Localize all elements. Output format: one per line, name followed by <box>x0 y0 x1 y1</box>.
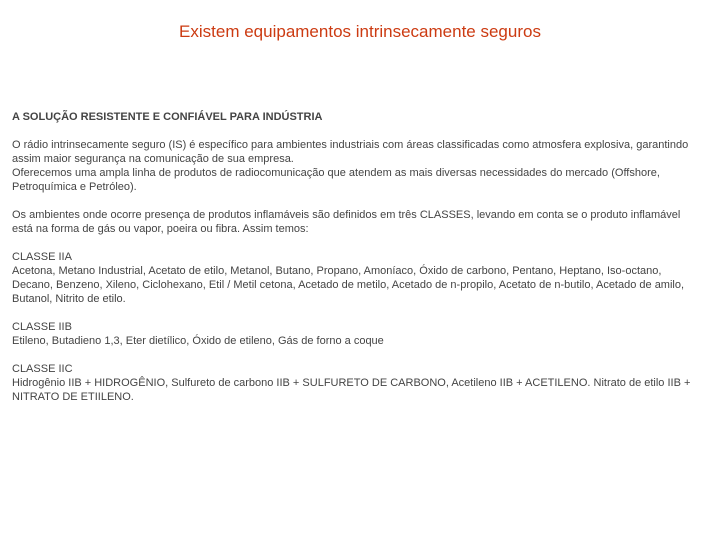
intro-paragraph <box>12 138 692 194</box>
class-name: CLASSE IIA <box>12 251 72 263</box>
section-heading: A SOLUÇÃO RESISTENTE E CONFIÁVEL PARA INDÚSTRIA <box>12 111 323 123</box>
class-name: CLASSE IIC <box>12 363 73 375</box>
class-block-iib <box>12 320 692 348</box>
intro-line: O rádio intrinsecamente seguro (IS) é específico para ambientes industriais com áreas classificadas como atmosfera explosiva, garantindo assim maior segurança na comunicação de sua empresa. <box>12 139 689 165</box>
class-items: Acetona, Metano Industrial, Acetato de etilo, Metanol, Butano, Propano, Amoníaco, Óxido de carbono, Pentano, Heptano, Iso-octano, Decano, Benzeno, Xileno, Ciclohexano, Etil / Metil cetona, Acetado de metilo, Acetado de n-propilo, Acetato de n-butilo, Acetado de amilo, Butanol, Nitrito de etilo. <box>12 265 685 305</box>
intro-line: Oferecemos uma ampla linha de produtos de radiocomunicação que atendem as mais diversas necessidades do mercado (Offshore, Petroquímica e Petróleo). <box>12 167 660 193</box>
slide-content <box>12 110 692 418</box>
class-items: Etileno, Butadieno 1,3, Eter dietílico, Óxido de etileno, Gás de forno a coque <box>12 335 384 347</box>
class-block-iic <box>12 362 692 404</box>
class-block-iia <box>12 250 692 306</box>
class-name: CLASSE IIB <box>12 321 72 333</box>
class-items: Hidrogênio IIB + HIDROGÊNIO, Sulfureto de carbono IIB + SULFURETO DE CARBONO, Acetileno IIB + ACETILENO. Nitrato de etilo IIB + NITRATO DE ETIILENO. <box>12 377 691 403</box>
slide-title: Existem equipamentos intrinsecamente seguros <box>179 22 541 41</box>
classes-intro-paragraph: Os ambientes onde ocorre presença de produtos inflamáveis são definidos em três CLASSES, levando em conta se o produto inflamável está na forma de gás ou vapor, poeira ou fibra. Assim temos: <box>12 209 681 235</box>
